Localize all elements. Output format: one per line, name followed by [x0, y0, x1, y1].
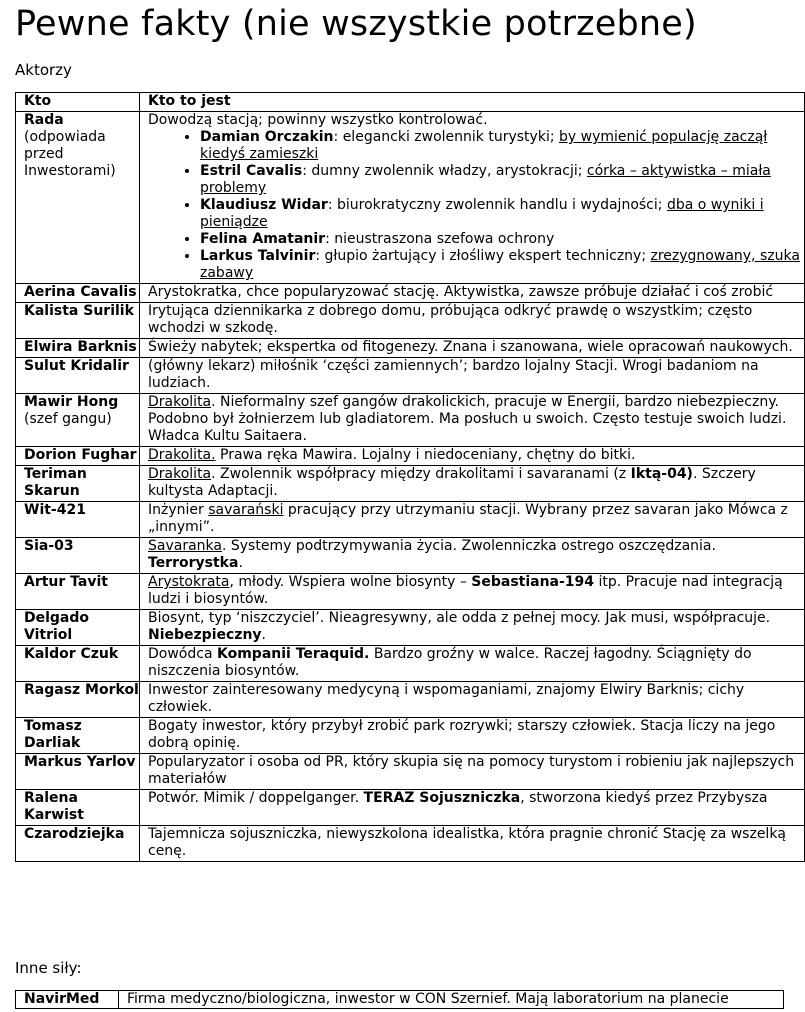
list-item [200, 163, 804, 197]
actor-name: Artur Tavit [24, 574, 108, 590]
actors-section-label: Aktorzy [15, 61, 72, 79]
table-header-row [16, 93, 805, 112]
table-row [16, 718, 805, 754]
actor-cell [16, 394, 140, 447]
actor-faction: Drakolita [148, 466, 212, 482]
table-row [16, 991, 784, 1009]
actor-name: Kalista Surilik [24, 303, 134, 319]
actor-desc: Tajemnicza sojuszniczka, niewyszkolona idealistka, która pragnie chronić Stację za wszelką cenę. [148, 826, 787, 859]
actor-cell [16, 284, 140, 303]
actor-name: Czarodziejka [24, 826, 125, 842]
actor-desc-end: . [238, 555, 243, 571]
table-row [16, 303, 805, 339]
actor-desc-cell [140, 358, 805, 394]
page-title: Pewne fakty (nie wszystkie potrzebne) [15, 4, 697, 44]
actor-desc-cell [140, 826, 805, 862]
actor-name: Tomasz Darliak [24, 718, 82, 751]
actor-desc: Popularyzator i osoba od PR, który skupia się na pomocy turystom i robieniu jak najlepszych materiałów [148, 754, 795, 787]
actor-faction: savarański [208, 502, 284, 518]
header-desc: Kto to jest [140, 93, 805, 112]
member-desc: : elegancki zwolennik turystyki; [333, 129, 559, 145]
member-note: by wymienić populację zaczął kiedyś zamieszki [200, 129, 768, 162]
member-desc: : biurokratyczny zwolennik handlu i wydajności; [327, 197, 667, 213]
table-row [16, 646, 805, 682]
actor-desc-cell [140, 574, 805, 610]
table-row [16, 394, 805, 447]
actor-name: Rada [24, 112, 64, 128]
table-row [16, 466, 805, 502]
actor-cell [16, 112, 140, 284]
actor-cell [16, 790, 140, 826]
member-name: Estril Cavalis [200, 163, 303, 179]
table-row [16, 447, 805, 466]
header-who: Kto [16, 93, 140, 112]
actor-emphasis: Sebastiana-194 [471, 574, 595, 590]
actor-name: Sia-03 [24, 538, 74, 554]
member-desc: : nieustraszona szefowa ochrony [325, 231, 555, 247]
member-desc: : dumny zwolennik władzy, arystokracji; [302, 163, 587, 179]
actor-cell [16, 754, 140, 790]
actor-desc-cell [140, 610, 805, 646]
actor-emphasis: Terrorystka [148, 555, 239, 571]
actor-desc-end: . [261, 627, 266, 643]
actor-cell [16, 610, 140, 646]
actor-desc: Potwór. Mimik / doppelganger. [148, 790, 364, 806]
actor-cell [16, 826, 140, 862]
actor-desc-cell [140, 284, 805, 303]
actor-faction: Drakolita. [148, 447, 216, 463]
actor-cell [16, 682, 140, 718]
list-item [200, 129, 804, 163]
actor-desc-cell [140, 502, 805, 538]
force-desc: Firma medyczno/biologiczna, inwestor w CON Szernief. Mają laboratorium na planecie [119, 991, 784, 1009]
actor-name: Kaldor Czuk [24, 646, 119, 662]
member-name: Larkus Talvinir [200, 248, 316, 264]
forces-table-body [16, 991, 784, 1009]
actor-desc-end: itp. Pracuje nad integracją ludzi i biosyntów. [148, 574, 783, 607]
actor-desc-cell [140, 754, 805, 790]
actor-cell [16, 502, 140, 538]
table-row [16, 538, 805, 574]
actor-name: Mawir Hong [24, 394, 119, 410]
member-note: córka – aktywistka – miała problemy [200, 163, 771, 196]
actor-name: Teriman Skarun [24, 466, 87, 499]
force-name: NavirMed [16, 991, 119, 1009]
actor-faction: Arystokrata [148, 574, 230, 590]
actor-desc: Dowódca [148, 646, 217, 662]
actor-desc-cell [140, 466, 805, 502]
actor-note: (odpowiada przed Inwestorami) [24, 129, 116, 179]
list-item [200, 248, 804, 282]
actor-desc: Świeży nabytek; ekspertka od fitogenezy. Znana i szanowana, wiele opracowań naukowych. [148, 339, 793, 355]
actor-cell [16, 466, 140, 502]
actor-desc-cell [140, 339, 805, 358]
rada-members-list [148, 129, 804, 282]
actor-name: Wit-421 [24, 502, 86, 518]
actor-desc-end: Bardzo groźny w walce. Raczej łagodny. Ściągnięty do niszczenia biosyntów. [148, 646, 752, 679]
rada-desc: Dowodzą stacją; powinny wszystko kontrolować. [148, 112, 488, 128]
other-forces-table [15, 990, 784, 1009]
table-row [16, 826, 805, 862]
actor-name: Aerina Cavalis [24, 284, 137, 300]
actor-desc: (główny lekarz) miłośnik ‘części zamiennych’; bardzo lojalny Stacji. Wrogi badaniom na ludziach. [148, 358, 759, 391]
list-item [200, 197, 804, 231]
actor-emphasis: Niebezpieczny [148, 627, 262, 643]
actor-cell [16, 303, 140, 339]
actor-desc: Arystokratka, chce popularyzować stację. Aktywistka, zawsze próbuje działać i coś zrobić [148, 284, 774, 300]
table-row [16, 358, 805, 394]
actor-desc: Bogaty inwestor, który przybył zrobić park rozrywki; starszy człowiek. Stacja liczy na jego dobrą opinię. [148, 718, 776, 751]
actor-desc-end: , stworzona kiedyś przez Przybysza [520, 790, 768, 806]
actor-desc: pracujący przy utrzymaniu stacji. Wybrany przez savaran jako Mówca z „innymi”. [148, 502, 788, 535]
actor-desc-cell [140, 112, 805, 284]
actor-desc-cell [140, 682, 805, 718]
actor-desc-cell [140, 394, 805, 447]
member-note: dba o wyniki i pieniądze [200, 197, 764, 230]
actor-cell [16, 358, 140, 394]
other-forces-label: Inne siły: [15, 959, 82, 977]
actor-desc-cell [140, 303, 805, 339]
actor-desc: . Nieformalny szef gangów drakolickich, pracuje w Energii, bardzo niebezpieczny. Podobno był żołnierzem lub gladiatorem. Ma posłuch u swoich. Często testuje swoich ludzi. Władca Kultu Saitaera. [148, 394, 787, 444]
actor-note: (szef gangu) [24, 411, 112, 427]
actor-name: Sulut Kridalir [24, 358, 129, 374]
table-row [16, 502, 805, 538]
actor-emphasis: Kompanii Teraquid. [216, 646, 370, 662]
table-row [16, 284, 805, 303]
actor-desc: , młody. Wspiera wolne biosynty – [229, 574, 472, 590]
actor-desc-prefix: Inżynier [148, 502, 209, 518]
actor-desc: Inwestor zainteresowany medycyną i wspomaganiami, znajomy Elwiry Barknis; cichy człowiek. [148, 682, 745, 715]
actor-name: Elwira Barknis [24, 339, 137, 355]
actor-name: Ralena Karwist [24, 790, 84, 823]
table-row [16, 682, 805, 718]
member-name: Felina Amatanir [200, 231, 326, 247]
actor-name: Markus Yarlov [24, 754, 136, 770]
actor-desc-end: . Szczery kultysta Adaptacji. [148, 466, 756, 499]
member-note: zrezygnowany, szuka zabawy [200, 248, 800, 281]
actor-cell [16, 646, 140, 682]
actor-desc: Biosynt, typ ‘niszczyciel’. Nieagresywny, ale odda z pełnej mocy. Jak musi, współpracuje. [148, 610, 771, 626]
actor-name: Ragasz Morkol [24, 682, 139, 698]
actor-cell [16, 574, 140, 610]
actor-desc: Irytująca dziennikarka z dobrego domu, próbująca odkryć prawdę o wszystkim; często wchodzi w szkodę. [148, 303, 753, 336]
table-row [16, 339, 805, 358]
table-row [16, 790, 805, 826]
actors-table [15, 92, 805, 862]
actor-desc: . Zwolennik współpracy między drakolitami i savaranami (z [211, 466, 631, 482]
actor-emphasis: Iktą-04) [630, 466, 693, 482]
actor-desc: . Systemy podtrzymywania życia. Zwolenniczka ostrego oszczędzania. [221, 538, 716, 554]
actor-desc-cell [140, 718, 805, 754]
actors-table-body [16, 112, 805, 862]
table-row-rada [16, 112, 805, 284]
member-name: Klaudiusz Widar [200, 197, 328, 213]
actor-desc-cell [140, 790, 805, 826]
list-item [200, 231, 804, 248]
actor-cell [16, 339, 140, 358]
actor-name: Dorion Fughar [24, 447, 137, 463]
actor-desc-cell [140, 538, 805, 574]
table-row [16, 754, 805, 790]
actor-desc-cell [140, 447, 805, 466]
actor-cell [16, 718, 140, 754]
actor-emphasis: TERAZ Sojuszniczka [363, 790, 521, 806]
actor-faction: Drakolita [148, 394, 212, 410]
table-row [16, 574, 805, 610]
actor-desc-cell [140, 646, 805, 682]
actor-cell [16, 447, 140, 466]
actor-name: Delgado Vitriol [24, 610, 90, 643]
actor-desc: Prawa ręka Mawira. Lojalny i niedoceniany, chętny do bitki. [215, 447, 636, 463]
table-row [16, 610, 805, 646]
member-desc: : głupio żartujący i złośliwy ekspert techniczny; [315, 248, 651, 264]
member-name: Damian Orczakin [200, 129, 334, 145]
actor-cell [16, 538, 140, 574]
actor-faction: Savaranka [148, 538, 222, 554]
